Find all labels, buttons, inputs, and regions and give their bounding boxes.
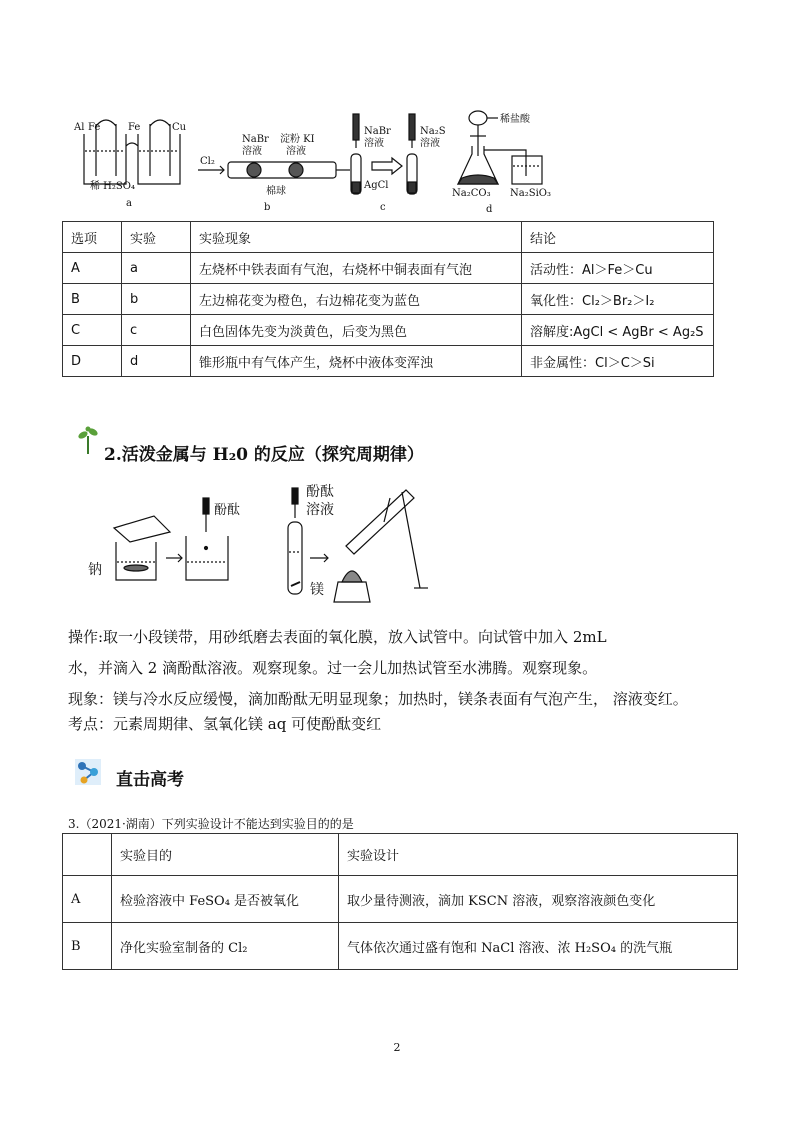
label-al: Al — [74, 122, 85, 133]
sprout-icon — [76, 426, 100, 456]
header-purpose: 实验目的 — [112, 834, 339, 876]
header-option: 选项 — [63, 222, 122, 253]
question-3: 3.（2021·湖南）下列实验设计不能达到实验目的的是 — [68, 817, 354, 831]
key-points-text: 考点：元素周期律、氢氧化镁 aq 可使酚酞变红 — [68, 715, 382, 733]
caption-c: c — [380, 202, 386, 213]
experiment-figure-abcd — [66, 96, 566, 216]
cell-option: B — [63, 923, 112, 970]
label-fe-right: Fe — [128, 122, 141, 133]
experiment-design-table — [62, 833, 738, 970]
cell-phenomenon: 左烧杯中铁表面有气泡，右烧杯中铜表面有气泡 — [191, 253, 522, 284]
header-experiment: 实验 — [122, 222, 191, 253]
cell-option: B — [63, 284, 122, 315]
table-row — [63, 284, 714, 315]
label-cotton: 棉球 — [266, 186, 286, 197]
label-nabr-c: NaBr — [364, 126, 391, 137]
table-row — [63, 876, 738, 923]
cell-phenomenon: 锥形瓶中有气体产生，烧杯中液体变浑浊 — [191, 346, 522, 377]
cell-option: D — [63, 346, 122, 377]
caption-d: d — [486, 204, 493, 215]
cell-conclusion: 溶解度:AgCl < AgBr < Ag₂S — [522, 315, 714, 346]
table-header-row — [63, 834, 738, 876]
label-cu: Cu — [172, 122, 187, 133]
conclusion-table — [62, 221, 714, 377]
label-acid-a: 稀 H₂SO₄ — [90, 181, 135, 192]
label-solution-c2: 溶液 — [420, 138, 440, 149]
cell-option: A — [63, 876, 112, 923]
table-header-row — [63, 222, 714, 253]
header-phenomenon: 实验现象 — [191, 222, 522, 253]
cell-phenomenon: 白色固体先变为淡黄色，后变为黑色 — [191, 315, 522, 346]
molecule-icon — [74, 758, 102, 786]
section-2-title: 2.活泼金属与 H₂0 的反应（探究周期律） — [104, 445, 424, 465]
cell-purpose: 检验溶液中 FeSO₄ 是否被氧化 — [112, 876, 339, 923]
page-number: 2 — [393, 1041, 401, 1054]
label-phenolphthalein-left: 酚酞 — [214, 503, 241, 518]
cell-experiment: d — [122, 346, 191, 377]
label-fe-left: Fe — [88, 122, 101, 133]
cell-option: C — [63, 315, 122, 346]
label-starch-ki: 淀粉 KI — [280, 134, 315, 145]
table-row — [63, 346, 714, 377]
section-3-title: 直击高考 — [116, 770, 184, 790]
caption-b: b — [264, 202, 271, 213]
label-agcl: AgCl — [364, 180, 389, 191]
table-row — [63, 253, 714, 284]
cell-experiment: b — [122, 284, 191, 315]
label-magnesium: 镁 — [310, 582, 324, 598]
label-solution-b1: 溶液 — [242, 146, 262, 157]
cell-option: A — [63, 253, 122, 284]
label-hcl-d: 稀盐酸 — [500, 114, 530, 125]
label-solution-b2: 溶液 — [286, 146, 306, 157]
apparatus-b — [198, 162, 350, 178]
sodium-magnesium-water-figure — [84, 470, 444, 608]
operation-line-1: 操作:取一小段镁带，用砂纸磨去表面的氧化膜，放入试管中。向试管中加入 2mL — [68, 628, 607, 646]
cell-design: 气体依次通过盛有饱和 NaCl 溶液、浓 H₂SO₄ 的洗气瓶 — [339, 923, 738, 970]
phenomenon-text: 现象：镁与冷水反应缓慢，滴加酚酞无明显现象；加热时，镁条表面有气泡产生， 溶液变红。 — [68, 690, 688, 708]
table-row — [63, 923, 738, 970]
caption-a: a — [126, 198, 132, 209]
cell-conclusion: 氧化性：Cl₂＞Br₂＞I₂ — [522, 284, 714, 315]
label-na2s: Na₂S — [420, 126, 446, 137]
label-sodium: 钠 — [88, 562, 102, 578]
table-row — [63, 315, 714, 346]
label-cl2-b: Cl₂ — [200, 156, 215, 167]
cell-purpose: 净化实验室制备的 Cl₂ — [112, 923, 339, 970]
cell-conclusion: 活动性：Al＞Fe＞Cu — [522, 253, 714, 284]
cell-experiment: c — [122, 315, 191, 346]
cell-conclusion: 非金属性：Cl＞C＞Si — [522, 346, 714, 377]
label-na2co3: Na₂CO₃ — [452, 188, 491, 199]
label-na2sio3: Na₂SiO₃ — [510, 188, 551, 199]
header-blank — [63, 834, 112, 876]
label-solution-c1: 溶液 — [364, 138, 384, 149]
cell-experiment: a — [122, 253, 191, 284]
header-design: 实验设计 — [339, 834, 738, 876]
label-solution-right: 溶液 — [306, 502, 334, 518]
cell-design: 取少量待测液，滴加 KSCN 溶液，观察溶液颜色变化 — [339, 876, 738, 923]
header-conclusion: 结论 — [522, 222, 714, 253]
operation-line-2: 水，并滴入 2 滴酚酞溶液。观察现象。过一会儿加热试管至水沸腾。观察现象。 — [68, 659, 598, 677]
label-nabr-b: NaBr — [242, 134, 269, 145]
cell-phenomenon: 左边棉花变为橙色，右边棉花变为蓝色 — [191, 284, 522, 315]
label-phenolphthalein-right: 酚酞 — [306, 484, 334, 500]
